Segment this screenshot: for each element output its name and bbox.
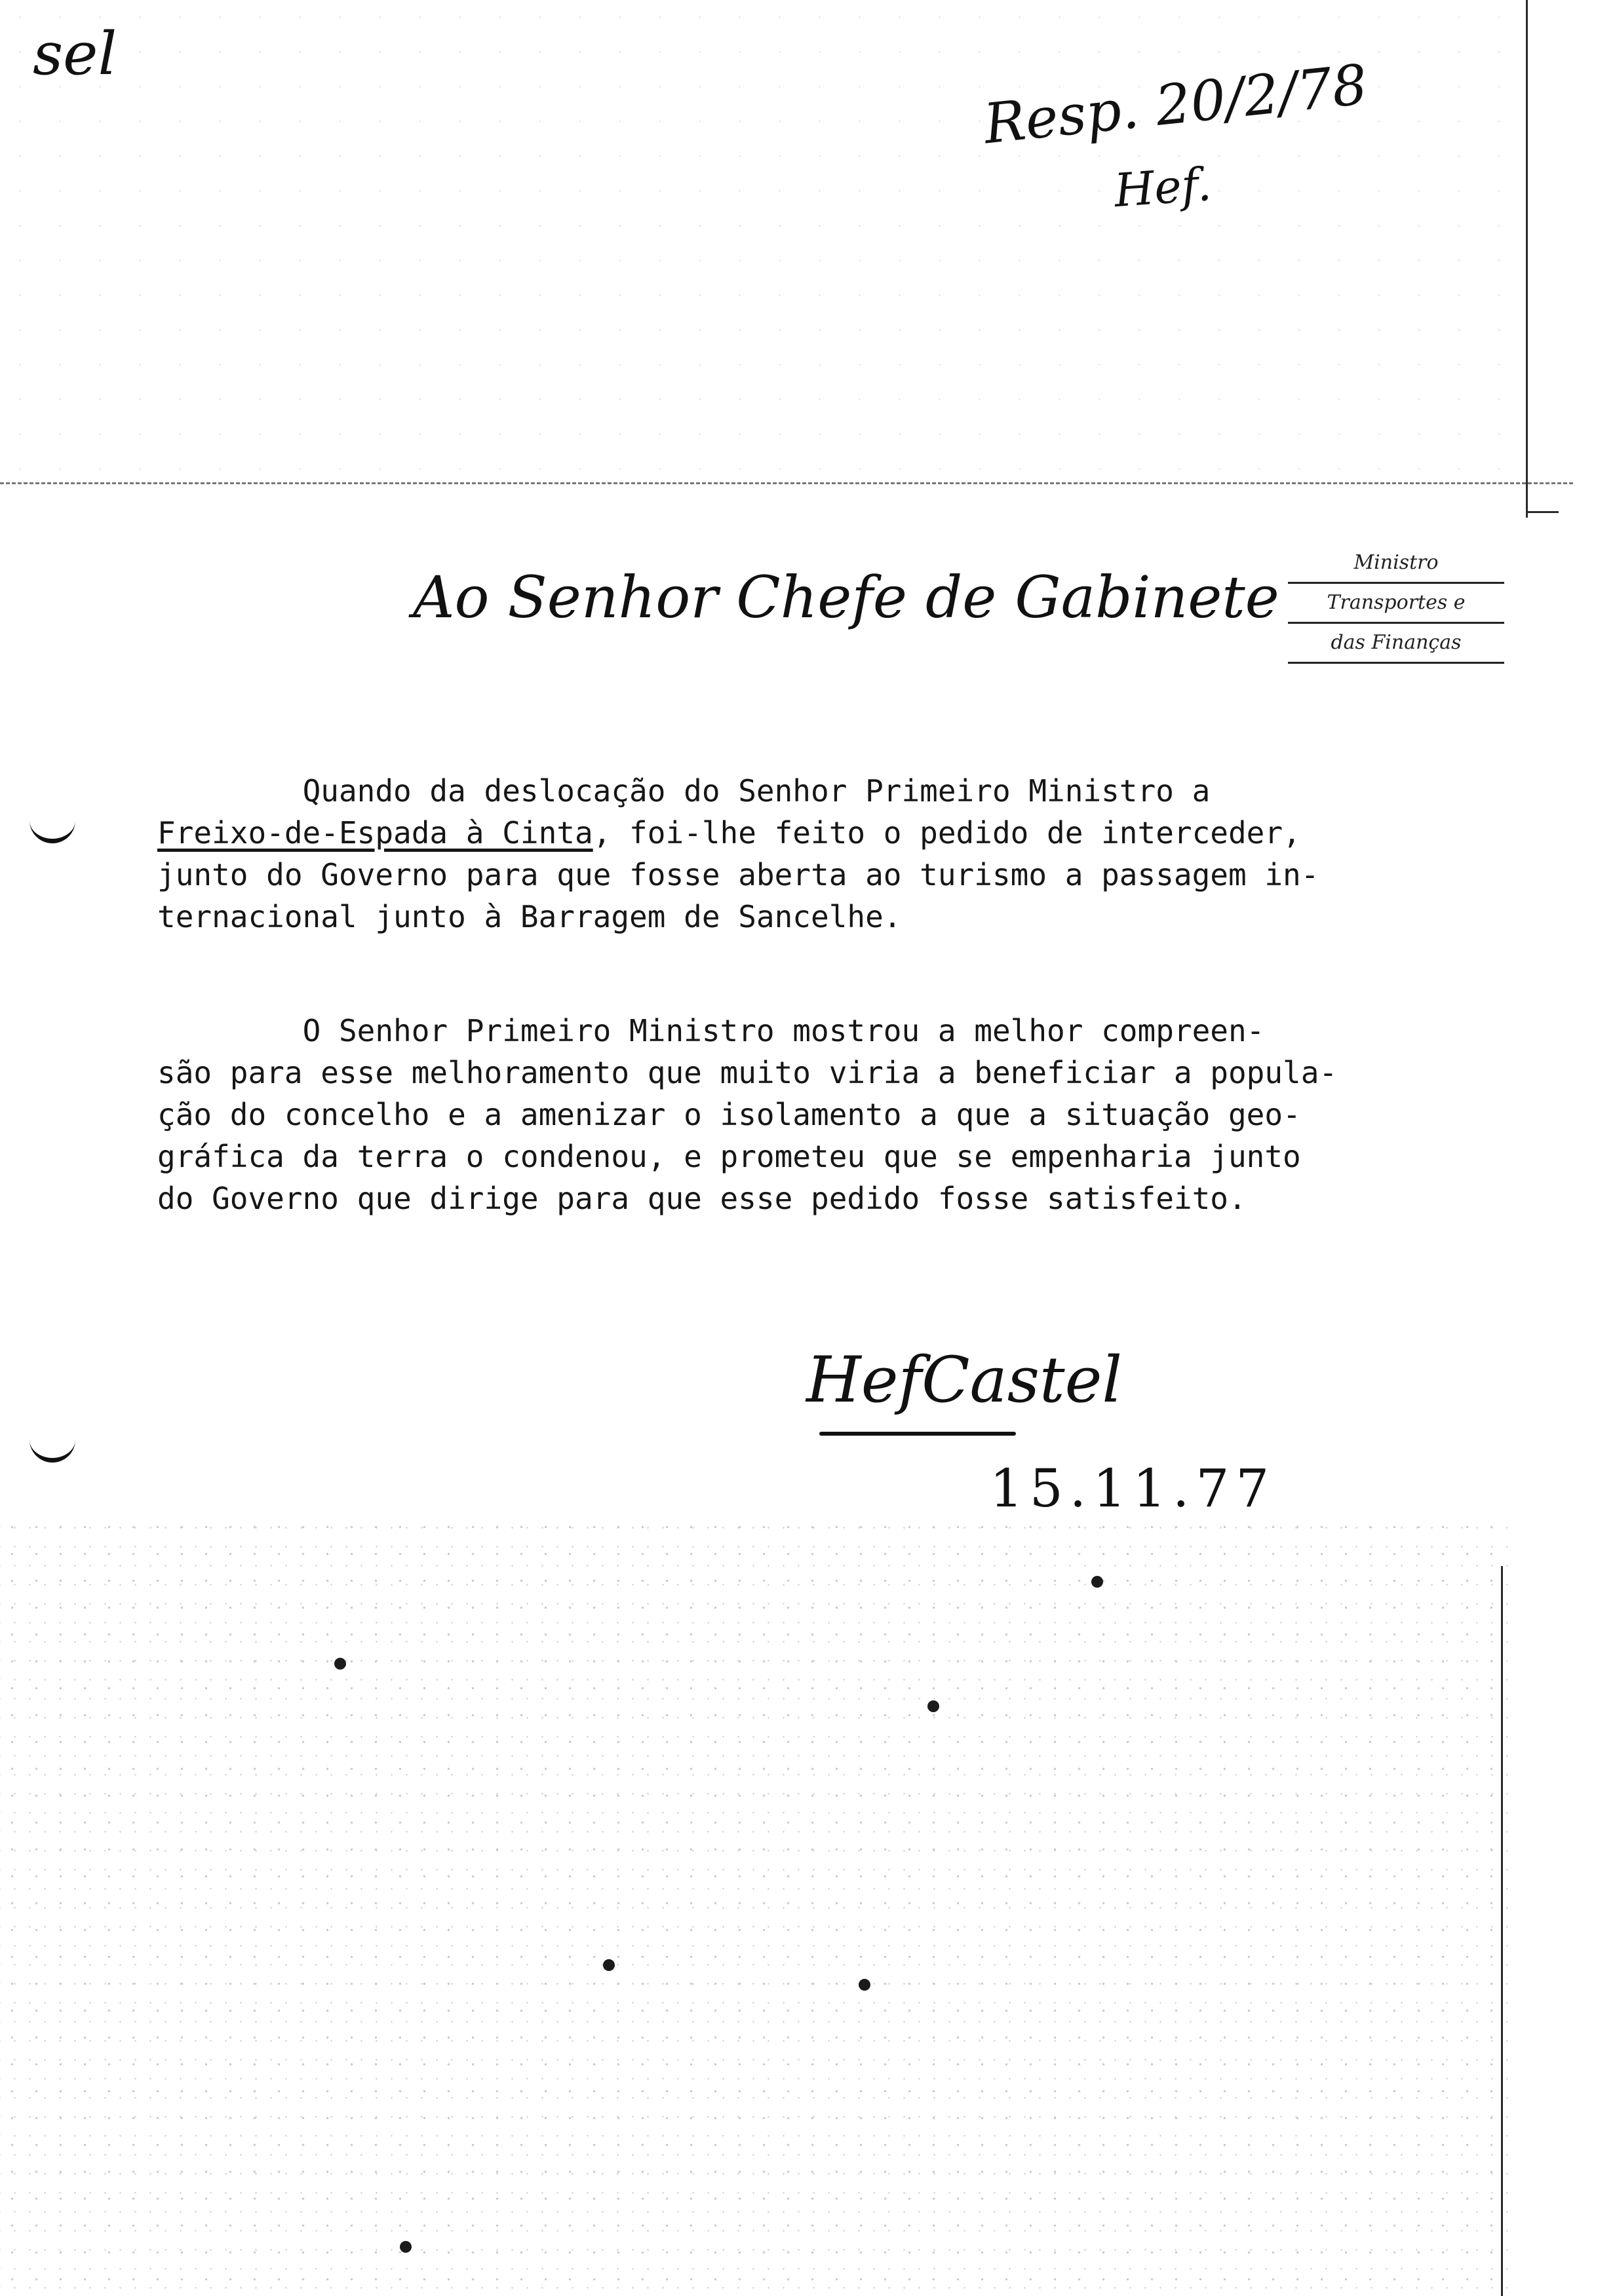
stamp-line-3: das Finanças [1288, 624, 1504, 664]
stamp-line-2: Transportes e [1288, 584, 1504, 624]
ink-dot [400, 2241, 412, 2253]
ink-dot [603, 1959, 615, 1971]
handwritten-date: 15.11.77 [990, 1458, 1276, 1519]
handwritten-signature: HefCastel [806, 1343, 1123, 1417]
page-edge-line [1526, 0, 1528, 518]
page-edge-line-lower [1501, 1566, 1503, 2296]
handwritten-salutation: Ao Senhor Chefe de Gabinete [413, 564, 1279, 631]
paragraph-gap [157, 938, 1403, 1010]
stamp-line-1: Ministro [1288, 544, 1504, 584]
underlined-place-name: Freixo-de-Espada à Cinta [157, 815, 593, 851]
ink-dot [859, 1979, 870, 1991]
paragraph-1 [157, 770, 1403, 938]
margin-bracket-1 [29, 813, 75, 843]
signature-underline [819, 1432, 1016, 1436]
fold-dashed-line [0, 482, 1573, 484]
page-edge-foot [1526, 511, 1559, 513]
handwritten-reference-date: Resp. 20/2/78 [981, 52, 1371, 157]
handwritten-reference-initials: Hef. [1112, 157, 1213, 218]
letter-body [157, 770, 1403, 1219]
handwritten-corner-mark: sel [33, 20, 117, 88]
paragraph-1-rest: , foi-lhe feito o pedido de interceder, junto do Governo para que fosse aberta ao turismo a passagem in- ternacional junto à Barragem de Sancelhe. [157, 815, 1319, 934]
ink-dot [334, 1658, 346, 1670]
margin-bracket-2 [29, 1432, 75, 1463]
ink-dot [927, 1700, 939, 1712]
paragraph-1-intro: Quando da deslocação do Senhor Primeiro Ministro a [302, 773, 1211, 809]
paragraph-2: O Senhor Primeiro Ministro mostrou a melhor compreen- são para esse melhoramento que muito viria a beneficiar a popula- ção do concelho e a amenizar o isolamento a que a situação geo- gráfica da terra o condenou, e prometeu que se empenharia junto do Governo que dirige para que esse pedido fosse satisfeito. [157, 1013, 1338, 1216]
ink-dot [1091, 1576, 1103, 1588]
ministry-stamp [1288, 544, 1504, 664]
bottom-speckle-noise [0, 1514, 1514, 2296]
